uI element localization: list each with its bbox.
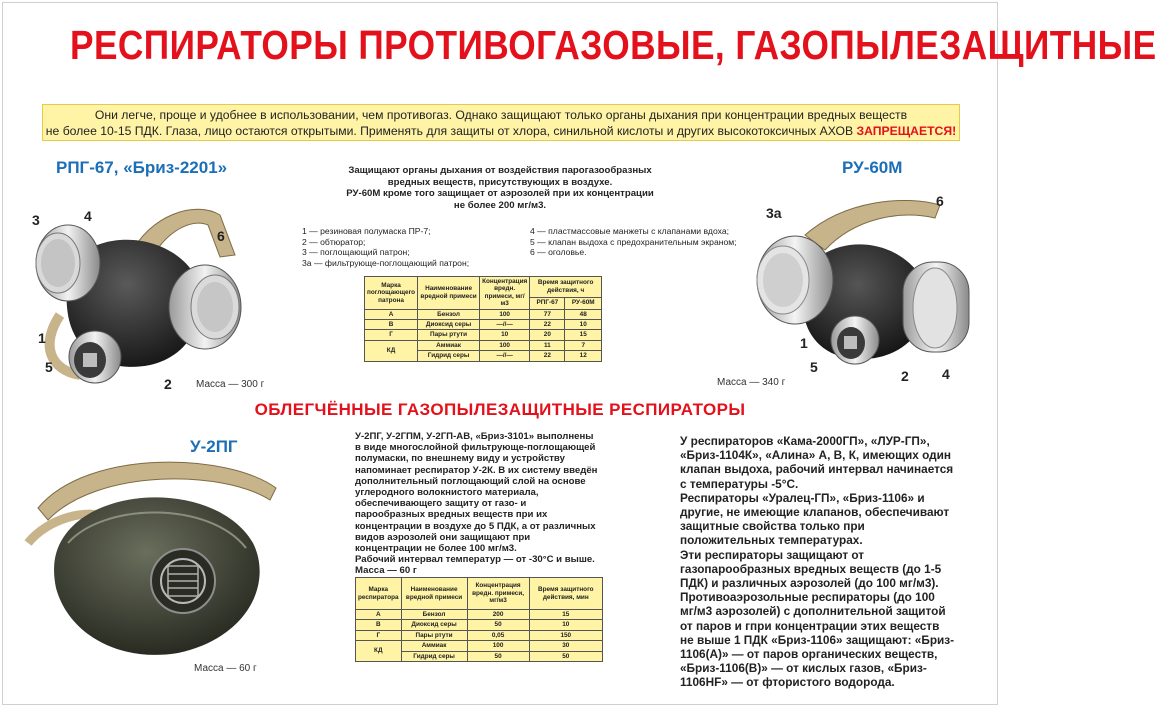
legend-item: 4 — пластмассовые манжеты с клапанами вдоха;: [530, 226, 729, 236]
left-callout-4: 4: [84, 208, 92, 224]
table-row: Г Пары ртути 0,05 150: [356, 630, 603, 640]
table-header: Время защитного действия, мин: [529, 578, 602, 610]
right-callout-5: 5: [810, 359, 818, 375]
right-callout-1: 1: [800, 335, 808, 351]
notice-box: [42, 104, 960, 141]
legend-item: 3а — фильтрующе-поглощающий патрон;: [302, 257, 470, 268]
table-header: Время защитного действия, ч: [530, 277, 602, 298]
table-row: Гидрид серы —//— 22 12: [365, 351, 602, 361]
legend-item: 6 — оголовье.: [530, 247, 587, 258]
left-callout-5: 5: [45, 359, 53, 375]
u2pg-description: У-2ПГ, У-2ГПМ, У-2ГП-АВ, «Бриз-3101» выполнены в виде многослойной фильтрующе-поглощающей полумаски, по внешнему виду и устройству напоминает респиратор У-2К. В их систему введён дополнительный поглощающий слой на основе углеродного волокнистого материала, обеспечивающего защиту от газо- и парообразных вредных веществ при их концентрации в воздухе до 5 ПДК, а от различных видов аэрозолей они защищают при концентрации не более 100 мг/м3. Рабочий интервал температур — от -30°С и выше. Масса — 60 г: [355, 431, 598, 577]
legend-item: 3 — поглощающий патрон;: [302, 247, 410, 258]
table-header: Концентрация вредн. примеси, мг/м3: [467, 578, 529, 610]
legend-item: 5 — клапан выдоха с предохранительным экраном;: [530, 236, 737, 247]
u2pg-model-name: У-2ПГ: [190, 437, 238, 456]
bottom-data-table: [355, 577, 603, 662]
top-data-table: [364, 276, 602, 362]
notice-line-2: не более 10-15 ПДК. Глаза, лицо остаются открытыми. Применять для защиты от хлора, синильной кислоты и других высокотоксичных АХОВ ЗАПРЕЩАЕТСЯ!: [45, 124, 957, 138]
poster-title: РЕСПИРАТОРЫ ПРОТИВОГАЗОВЫЕ, ГАЗОПЫЛЕЗАЩИТНЫЕ: [70, 22, 1157, 68]
u2pg-mass: Масса — 60 г: [194, 663, 257, 674]
table-row: КД Аммиак 100 11 7: [365, 340, 602, 350]
u2pg-respirator-illustration: [8, 448, 298, 668]
table-header: РПГ-67: [530, 297, 565, 309]
right-callout-2: 2: [901, 368, 909, 384]
table-header: Наименование вредной примеси: [418, 277, 480, 310]
left-respirator-illustration: [20, 195, 270, 395]
legend-item: 1 — резиновая полумаска ПР-7;: [302, 226, 431, 236]
right-callout-4: 4: [942, 366, 950, 382]
table-header: Концентрация вредн. примеси, мг/м3: [480, 277, 530, 310]
right-description: У респираторов «Кама-2000ГП», «ЛУР-ГП», «Бриз-1104К», «Алина» А, В, К, имеющих один клапан выдоха, рабочий интервал начинается с температуры -5°С. Респираторы «Уралец-ГП», «Бриз-1106» и другие, не имеющие клапанов, обеспечивают защитные свойства только при положительных температурах. Эти респираторы защищают от газопарообразных вредных веществ (до 1-5 ПДК) и различных аэрозолей (до 100 мг/м3). Противоаэрозольные респираторы (до 100 мг/м3 аэрозолей) с дополнительной защитой от паров и гпри концентрации этих веществ не выше 1 ПДК «Бриз-1106» защищают: «Бриз- 1106(А)» — от паров органических веществ, «Бриз-1106(В)» — от кислых газов, «Бриз- 1106HF» — от фтористого водорода.: [680, 434, 955, 690]
table-row: А Бензол 100 77 48: [365, 309, 602, 319]
notice-line-1: Они легче, проще и удобнее в использовании, чем противогаз. Однако защищают только органы дыхания при концентрации вредных веществ: [94, 108, 908, 122]
top-description: Защищают органы дыхания от воздействия парогазообразных вредных веществ, присутствующих в воздухе. РУ-60М кроме того защищает от аэрозолей при их концентрации не более 200 мг/м3.: [346, 165, 654, 211]
table-header: Наименование вредной примеси: [401, 578, 467, 610]
legend-left: [302, 226, 522, 268]
left-model-name: РПГ-67, «Бриз-2201»: [56, 158, 228, 177]
left-callout-2: 2: [164, 376, 172, 392]
left-callout-3: 3: [32, 212, 40, 228]
left-callout-6: 6: [217, 228, 225, 244]
legend-right: [530, 226, 750, 258]
legend-item: 2 — обтюратор;: [302, 236, 366, 247]
right-model-name: РУ-60М: [842, 158, 903, 177]
table-header: Марка респиратора: [356, 578, 402, 610]
left-model-mass: Масса — 300 г: [196, 379, 265, 390]
table-row: В Диоксид серы 50 10: [356, 620, 603, 630]
table-header: РУ-60М: [565, 297, 602, 309]
right-model-mass: Масса — 340 г: [717, 377, 786, 388]
section-subtitle: ОБЛЕГЧЁННЫЕ ГАЗОПЫЛЕЗАЩИТНЫЕ РЕСПИРАТОРЫ: [254, 400, 746, 419]
table-row: Гидрид серы 50 50: [356, 651, 603, 661]
notice-warning: ЗАПРЕЩАЕТСЯ!: [856, 124, 957, 138]
right-callout-3a: 3а: [766, 205, 782, 221]
right-callout-6: 6: [936, 193, 944, 209]
table-row: Г Пары ртути 10 20 15: [365, 330, 602, 340]
table-row: КД Аммиак 100 30: [356, 641, 603, 651]
table-row: А Бензол 200 15: [356, 610, 603, 620]
left-callout-1: 1: [38, 330, 46, 346]
table-row: В Диоксид серы —//— 22 10: [365, 320, 602, 330]
table-header: Марка поглощающего патрона: [365, 277, 418, 310]
